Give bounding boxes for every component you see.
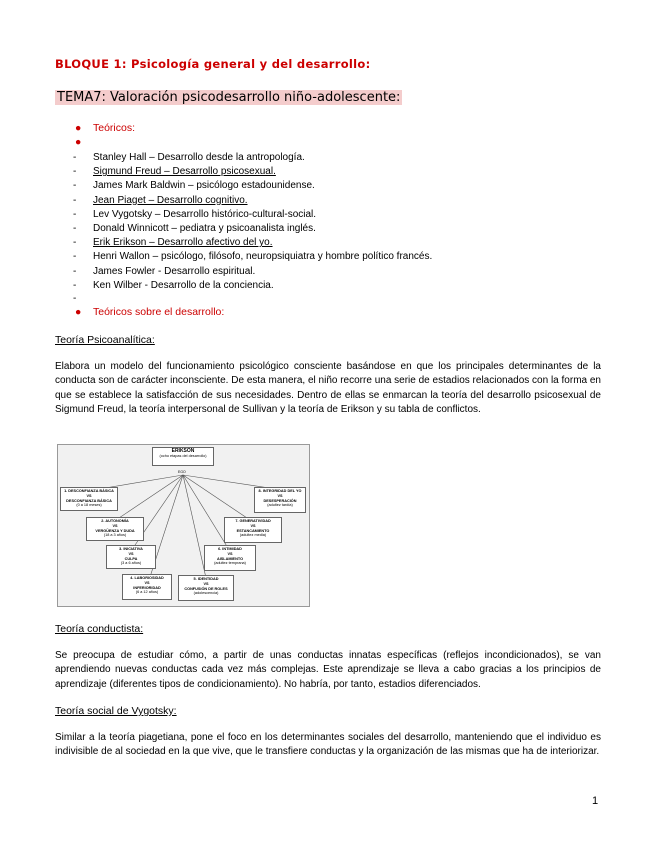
theorist-text: Donald Winnicott – pediatra y psicoanalista inglés.: [93, 222, 316, 234]
stage-box: [86, 517, 144, 541]
topic-title: TEMA7: Valoración psicodesarrollo niño-adolescente:: [57, 90, 401, 105]
stage-box: [60, 487, 118, 511]
diagram-title-box: [152, 447, 214, 466]
theorist-item: [73, 250, 432, 264]
bullet-dot-icon: ●: [75, 122, 82, 134]
dash-marker: -: [73, 180, 77, 192]
stage-l1: 6. INTIMIDAD: [218, 547, 242, 551]
theorist-text: Henri Wallon – psicólogo, filósofo, neuropsiquiatra y hombre político francés.: [93, 251, 433, 263]
stage-box: [254, 487, 306, 513]
stage-l3: AISLAMIENTO: [216, 556, 244, 561]
stage-l2: VS: [112, 523, 118, 528]
stage-l2: VS: [277, 493, 283, 498]
stage-age: (adultez temprana): [214, 561, 246, 566]
stage-box: [178, 575, 234, 601]
stage-age: (adultez media): [239, 533, 267, 538]
stage-l3: ESTANCAMIENTO: [236, 528, 270, 533]
heading-conductista: Teoría conductista:: [55, 623, 144, 635]
stage-box: [106, 545, 156, 569]
stage-age: (adultez tardía): [267, 503, 293, 508]
theorist-item: [73, 208, 432, 222]
stage-l2: VS: [144, 580, 150, 585]
stage-l1: 7. GENERATIVIDAD: [235, 519, 271, 523]
paragraph-conductista: Se preocupa de estudiar cómo, a partir de unas conductas innatas específicas (reflejos incondicionados), se van aprendiendo nuevas conductas cada vez más complejas. Este aprendizaje se lleva a cabo gracias a los principios de aprendizaje (diferentes tipos de condicionamiento). No habría, por tanto, estadios diferenciados.: [55, 650, 601, 690]
stage-l1: 5. IDENTIDAD: [193, 577, 219, 581]
block-title: BLOQUE 1: Psicología general y del desarrollo:: [55, 57, 371, 71]
dash-marker: -: [73, 279, 77, 291]
theorist-text: Jean Piaget – Desarrollo cognitivo.: [93, 194, 248, 206]
stage-age: (3 a 6 años): [120, 561, 142, 566]
stage-box: [224, 517, 282, 543]
stage-age: (0 a 18 meses): [76, 503, 102, 508]
stage-l2: VS: [86, 493, 92, 498]
dash-marker: -: [73, 222, 77, 234]
stage-l3: DESCONFIANZA BÁSICA: [66, 498, 112, 503]
theorist-item: [73, 236, 432, 250]
bullet-teoricos-desarrollo-label: Teóricos sobre el desarrollo:: [93, 306, 225, 318]
theorist-text: Stanley Hall – Desarrollo desde la antropología.: [93, 152, 305, 163]
dash-marker: -: [73, 194, 77, 206]
stage-l1: 2. AUTONOMÍA: [101, 519, 129, 523]
theorist-text: Ken Wilber - Desarrollo de la conciencia.: [93, 279, 274, 291]
stage-age: (6 a 12 años): [135, 590, 159, 595]
stage-l2: VS: [203, 581, 209, 586]
stage-l3: CULPA: [124, 556, 138, 561]
dash-marker: -: [73, 208, 77, 220]
stage-l2: VS: [250, 523, 256, 528]
bullet-dot-icon: ●: [75, 306, 82, 318]
heading-vygotsky: Teoría social de Vygotsky:: [55, 705, 177, 717]
theorist-item: [73, 151, 432, 165]
stage-l3: INFERIORIDAD: [133, 585, 161, 590]
dash-marker: -: [73, 265, 77, 277]
theorist-item: [73, 279, 432, 293]
dash-marker: -: [73, 166, 77, 178]
theorist-item: [73, 222, 432, 236]
theorist-item: [73, 194, 432, 208]
dash-marker: -: [73, 237, 77, 249]
theorist-item: [73, 179, 432, 193]
theorist-text: James Fowler - Desarrollo espiritual.: [93, 265, 256, 277]
bullet-dot-icon: ●: [75, 136, 82, 148]
bullet-teoricos-label: Teóricos:: [93, 122, 136, 134]
diagram-title: ERIKSON: [171, 448, 195, 454]
erikson-diagram: [57, 444, 310, 607]
theorist-text: Sigmund Freud – Desarrollo psicosexual.: [93, 166, 276, 178]
stage-l2: VS: [128, 551, 134, 556]
theorists-list: [73, 151, 432, 293]
theorist-text: Lev Vygotsky – Desarrollo histórico-cultural-social.: [93, 208, 317, 220]
theorist-text: Erik Erikson – Desarrollo afectivo del yo.: [93, 237, 273, 249]
theorist-text: James Mark Baldwin – psicólogo estadounidense.: [93, 180, 315, 192]
theorist-item: [73, 265, 432, 279]
paragraph-psicoanalitica: Elabora un modelo del funcionamiento psicológico consciente basándose en que los principales determinantes de la conducta son de carácter inconsciente. De esta manera, el niño recorre una serie de estadios relacionados con la forma en que se establece la satisfacción de sus necesidades. Dentro de ellas se enmarcan la teoría del desarrollo psicosexual de Sigmund Freud, la teoría interpersonal de Sullivan y la teoría de Erikson y su tabla de conflictos.: [55, 361, 601, 415]
diagram-root: EGO: [178, 470, 186, 474]
stage-age: (18 a 3 años): [103, 533, 127, 538]
dash-marker: -: [73, 251, 77, 263]
stage-l2: VS: [227, 551, 233, 556]
bullet-teoricos-desarrollo: [75, 306, 225, 318]
stage-l1: 8. INTEGRIDAD DEL YO: [258, 489, 302, 493]
paragraph-vygotsky: Similar a la teoría piagetiana, pone el foco en los determinantes sociales del desarrollo, manteniendo que el individuo es indivisible de al sociedad en la que vive, que le transfiere conductas y la organización de las mismas que ha de interiorizar.: [55, 732, 601, 758]
stage-l1: 4. LABORIOSIDAD: [130, 576, 164, 580]
stage-box: [122, 574, 172, 600]
bullet-teoricos: [75, 122, 136, 134]
stage-l1: 3. INICIATIVA: [119, 547, 143, 551]
theorist-item: [73, 165, 432, 179]
stage-l3: VERGÜENZA Y DUDA: [95, 528, 135, 533]
stage-box: [204, 545, 256, 571]
diagram-subtitle: (ocho etapas del desarrollo): [159, 453, 207, 458]
stage-age: (adolescencia): [193, 591, 219, 596]
dash-marker: -: [73, 152, 77, 163]
stage-l1: 1. DESCONFIANZA BÁSICA: [64, 489, 114, 493]
heading-psicoanalitica: Teoría Psicoanalítica:: [55, 334, 155, 346]
empty-dash: -: [73, 293, 77, 304]
stage-l3: CONFUSIÓN DE ROLES: [184, 586, 228, 591]
page-number: 1: [592, 795, 599, 807]
stage-l3: DESESPERACIÓN: [263, 498, 297, 503]
